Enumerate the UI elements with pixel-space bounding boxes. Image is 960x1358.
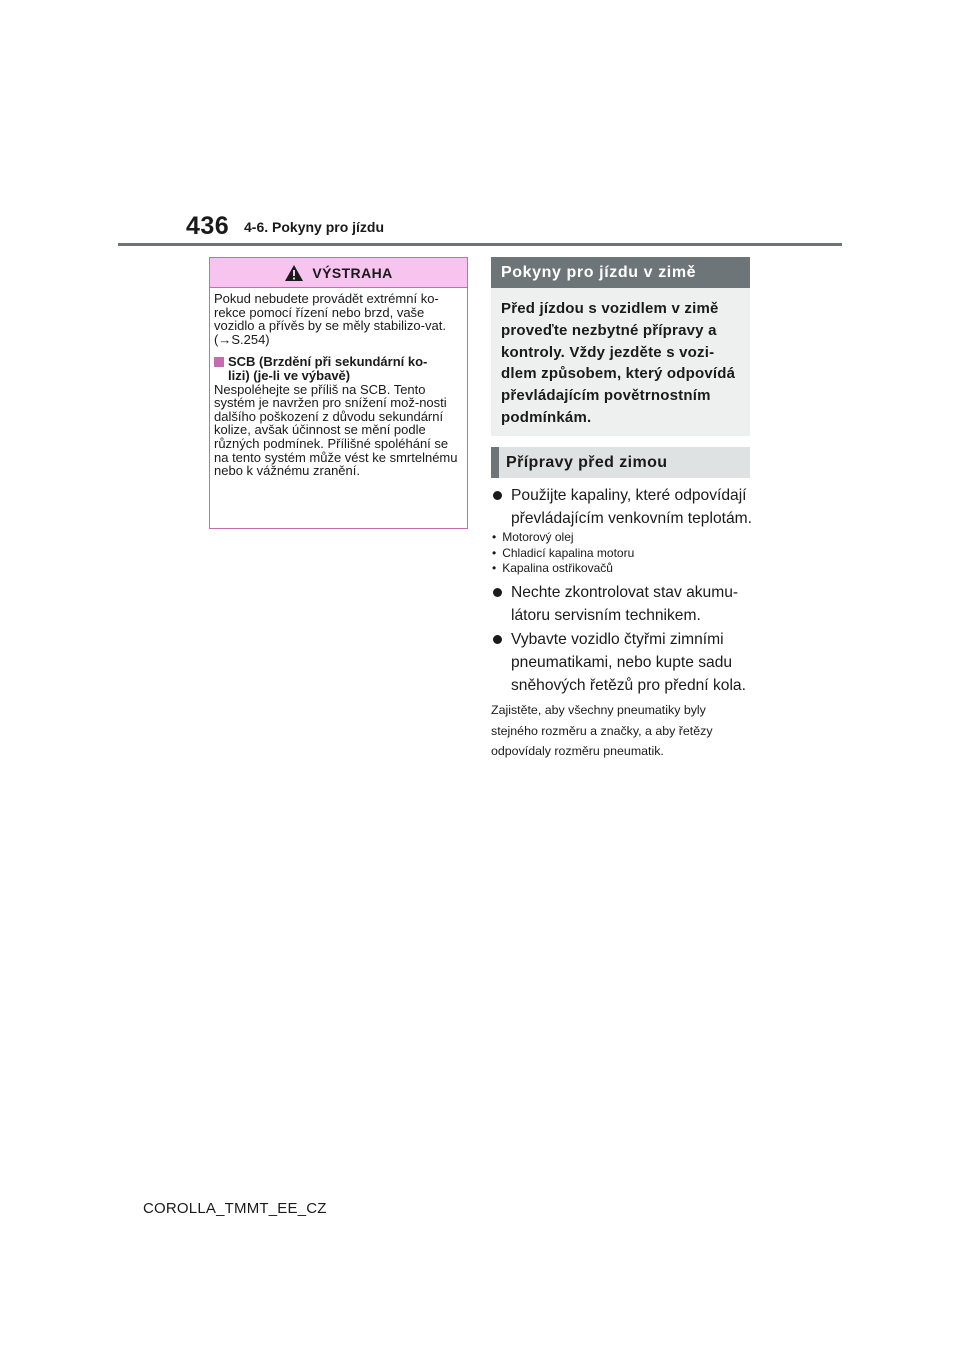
warning-header bbox=[210, 258, 467, 288]
warning-subheading-line-2: lizi) (je-li ve výbavě) bbox=[228, 367, 351, 383]
list-item bbox=[491, 581, 753, 627]
section-title: 4-6. Pokyny pro jízdu bbox=[244, 219, 385, 235]
header-rule bbox=[118, 243, 842, 246]
list-item-text: Vybavte vozidlo čtyřmi zimními pneumatikami, nebo kupte sadu sněhových řetězů pro přední kola. bbox=[511, 631, 746, 694]
list-item: • Kapalina ostřikovačů bbox=[492, 561, 634, 577]
bullet-icon bbox=[493, 491, 502, 500]
warning-paragraph: Pokud nebudete provádět extrémní ko-rekce pomocí řízení nebo brzd, vaše vozidlo a přívěs by se měly stabilizo-vat. (→S.254) bbox=[214, 291, 446, 347]
list-item: • Motorový olej bbox=[492, 530, 634, 546]
list-item-text: Nechte zkontrolovat stav akumu-látoru servisním technikem. bbox=[511, 584, 739, 624]
page-number: 436 bbox=[186, 212, 230, 240]
list-item bbox=[491, 484, 753, 530]
warning-subheading-line-1: SCB (Brzdění při sekundární ko- bbox=[228, 354, 428, 370]
document-id: COROLLA_TMMT_EE_CZ bbox=[143, 1200, 327, 1217]
warning-triangle-icon bbox=[284, 264, 304, 282]
fluid-list bbox=[492, 530, 634, 577]
warning-paragraph-scb: Nespoléhejte se příliš na SCB. Tento systém je navržen pro snížení mož-nosti dalšího poškození z důvodu sekundární kolize, avšak účinnost se mění podle různých podmínek. Přílišné spoléhání se na tento systém může vést ke smrtelnému nebo k vážnému zranění. bbox=[214, 381, 458, 479]
tire-note: Zajistěte, aby všechny pneumatiky byly stejného rozměru a značky, a aby řetězy odpovídaly rozměru pneumatik. bbox=[491, 703, 713, 758]
list-item: • Chladicí kapalina motoru bbox=[492, 546, 634, 562]
warning-title: VÝSTRAHA bbox=[312, 264, 393, 281]
list-item-text: Použijte kapaliny, které odpovídají převládajícím venkovním teplotám. bbox=[511, 487, 752, 527]
warning-body bbox=[210, 288, 467, 478]
winter-section-header: Pokyny pro jízdu v zimě bbox=[491, 257, 750, 288]
warning-box bbox=[209, 257, 468, 529]
list-item bbox=[491, 628, 753, 697]
bullet-icon bbox=[493, 635, 502, 644]
bullet-icon bbox=[493, 588, 502, 597]
preparation-subheader: Přípravy před zimou bbox=[491, 447, 750, 478]
winter-intro: Před jízdou s vozidlem v zimě proveďte nezbytné přípravy a kontroly. Vždy jezděte s vozi-dlem způsobem, který odpovídá převládajícím povětrnostním podmínkám. bbox=[491, 288, 750, 436]
warning-subheading bbox=[214, 355, 462, 382]
square-bullet-icon bbox=[214, 357, 224, 367]
